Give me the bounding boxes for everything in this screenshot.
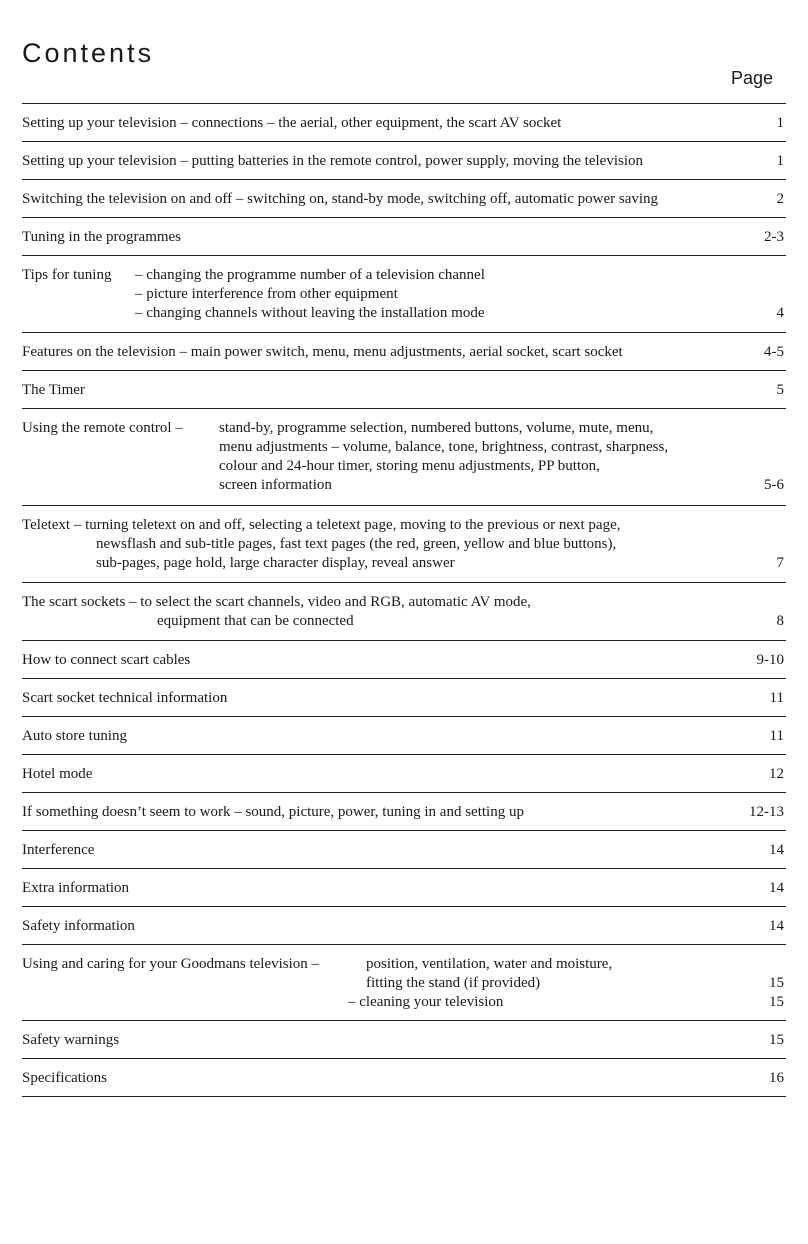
toc-entry-subline: stand-by, programme selection, numbered buttons, volume, mute, menu, xyxy=(219,420,654,436)
toc-entry xyxy=(22,869,786,907)
page-title: Contents xyxy=(22,38,155,68)
contents-list xyxy=(22,103,786,1097)
toc-entry xyxy=(22,679,786,717)
toc-entry-title: Teletext – turning teletext on and off, selecting a teletext page, moving to the previous or next page, xyxy=(22,517,621,533)
toc-entry-page: 15 xyxy=(769,1032,784,1048)
toc-entry xyxy=(22,755,786,793)
toc-entry-subline: – cleaning your television xyxy=(348,994,504,1010)
toc-entry xyxy=(22,256,786,333)
toc-entry-title: Using the remote control – xyxy=(22,420,183,436)
toc-entry xyxy=(22,333,786,371)
toc-entry-subline: fitting the stand (if provided) xyxy=(366,975,541,991)
toc-entry xyxy=(22,104,786,142)
toc-entry-page: 7 xyxy=(776,555,784,571)
toc-entry-subline: position, ventilation, water and moisture, xyxy=(366,956,613,972)
toc-entry-title: Using and caring for your Goodmans television – xyxy=(22,956,320,972)
toc-entry-subline: menu adjustments – volume, balance, tone, brightness, contrast, sharpness, xyxy=(219,439,669,455)
toc-entry xyxy=(22,1059,786,1097)
toc-entry-subline: – picture interference from other equipment xyxy=(135,286,398,302)
toc-entry-title: Auto store tuning xyxy=(22,728,127,744)
toc-entry xyxy=(22,831,786,869)
toc-entry xyxy=(22,180,786,218)
toc-entry-title: Extra information xyxy=(22,880,130,896)
toc-entry xyxy=(22,371,786,409)
toc-entry-title: Setting up your television – connections – the aerial, other equipment, the scart AV socket xyxy=(22,115,562,131)
toc-entry-subline: colour and 24-hour timer, storing menu adjustments, PP button, xyxy=(219,458,600,474)
toc-entry-page: 15 xyxy=(769,975,784,991)
toc-entry-page: 11 xyxy=(769,728,784,744)
toc-entry-page: 14 xyxy=(769,842,784,858)
toc-entry-page: 2 xyxy=(776,191,784,207)
toc-entry-page: 14 xyxy=(769,918,784,934)
toc-entry-page: 1 xyxy=(776,115,784,131)
toc-entry-page: 2-3 xyxy=(764,229,784,245)
toc-entry-title: Interference xyxy=(22,842,95,858)
toc-entry-title: If something doesn’t seem to work – sound, picture, power, tuning in and setting up xyxy=(22,804,524,820)
toc-entry-page: 1 xyxy=(776,153,784,169)
toc-entry-page: 4 xyxy=(776,305,784,321)
toc-entry-title: How to connect scart cables xyxy=(22,652,191,668)
toc-entry-page: 12-13 xyxy=(749,804,784,820)
toc-entry xyxy=(22,945,786,1021)
toc-entry xyxy=(22,142,786,180)
toc-entry-title: Tips for tuning xyxy=(22,267,112,283)
toc-entry-page: 4-5 xyxy=(764,344,784,360)
toc-entry-title: Hotel mode xyxy=(22,766,93,782)
toc-entry-page: 16 xyxy=(769,1070,784,1086)
toc-entry-subline: sub-pages, page hold, large character display, reveal answer xyxy=(96,555,455,571)
toc-entry-title: Setting up your television – putting batteries in the remote control, power supply, moving the television xyxy=(22,153,644,169)
toc-entry-page: 9-10 xyxy=(756,652,784,668)
toc-entry-title: The Timer xyxy=(22,382,85,398)
toc-entry-page: 5 xyxy=(776,382,784,398)
toc-entry-page: 5-6 xyxy=(764,477,784,493)
toc-entry-page: 8 xyxy=(776,613,784,629)
toc-entry xyxy=(22,506,786,583)
toc-entry xyxy=(22,409,786,506)
toc-entry-title: Tuning in the programmes xyxy=(22,229,182,245)
toc-entry-page: 14 xyxy=(769,880,784,896)
toc-entry-title: Safety information xyxy=(22,918,135,934)
toc-entry xyxy=(22,717,786,755)
toc-entry-title: Safety warnings xyxy=(22,1032,120,1048)
toc-entry-subline: newsflash and sub-title pages, fast text pages (the red, green, yellow and blue buttons), xyxy=(96,536,617,552)
toc-entry xyxy=(22,218,786,256)
toc-entry xyxy=(22,641,786,679)
toc-entry-title: Scart socket technical information xyxy=(22,690,228,706)
toc-entry xyxy=(22,907,786,945)
toc-entry xyxy=(22,583,786,641)
toc-entry-title: Features on the television – main power switch, menu, menu adjustments, aerial socket, scart socket xyxy=(22,344,623,360)
toc-entry-page: 11 xyxy=(769,690,784,706)
toc-entry-subline: – changing the programme number of a television channel xyxy=(135,267,485,283)
toc-entry xyxy=(22,793,786,831)
page-column-heading: Page xyxy=(730,68,773,88)
toc-entry-title: Specifications xyxy=(22,1070,107,1086)
toc-entry-subline: – changing channels without leaving the installation mode xyxy=(135,305,485,321)
toc-entry-subline: equipment that can be connected xyxy=(157,613,354,629)
toc-entry-title: Switching the television on and off – switching on, stand-by mode, switching off, automatic power saving xyxy=(22,191,659,207)
toc-entry-page: 12 xyxy=(769,766,784,782)
toc-entry-title: The scart sockets – to select the scart channels, video and RGB, automatic AV mode, xyxy=(22,594,531,610)
toc-entry-subline: screen information xyxy=(219,477,332,493)
toc-entry xyxy=(22,1021,786,1059)
toc-entry-page: 15 xyxy=(769,994,784,1010)
